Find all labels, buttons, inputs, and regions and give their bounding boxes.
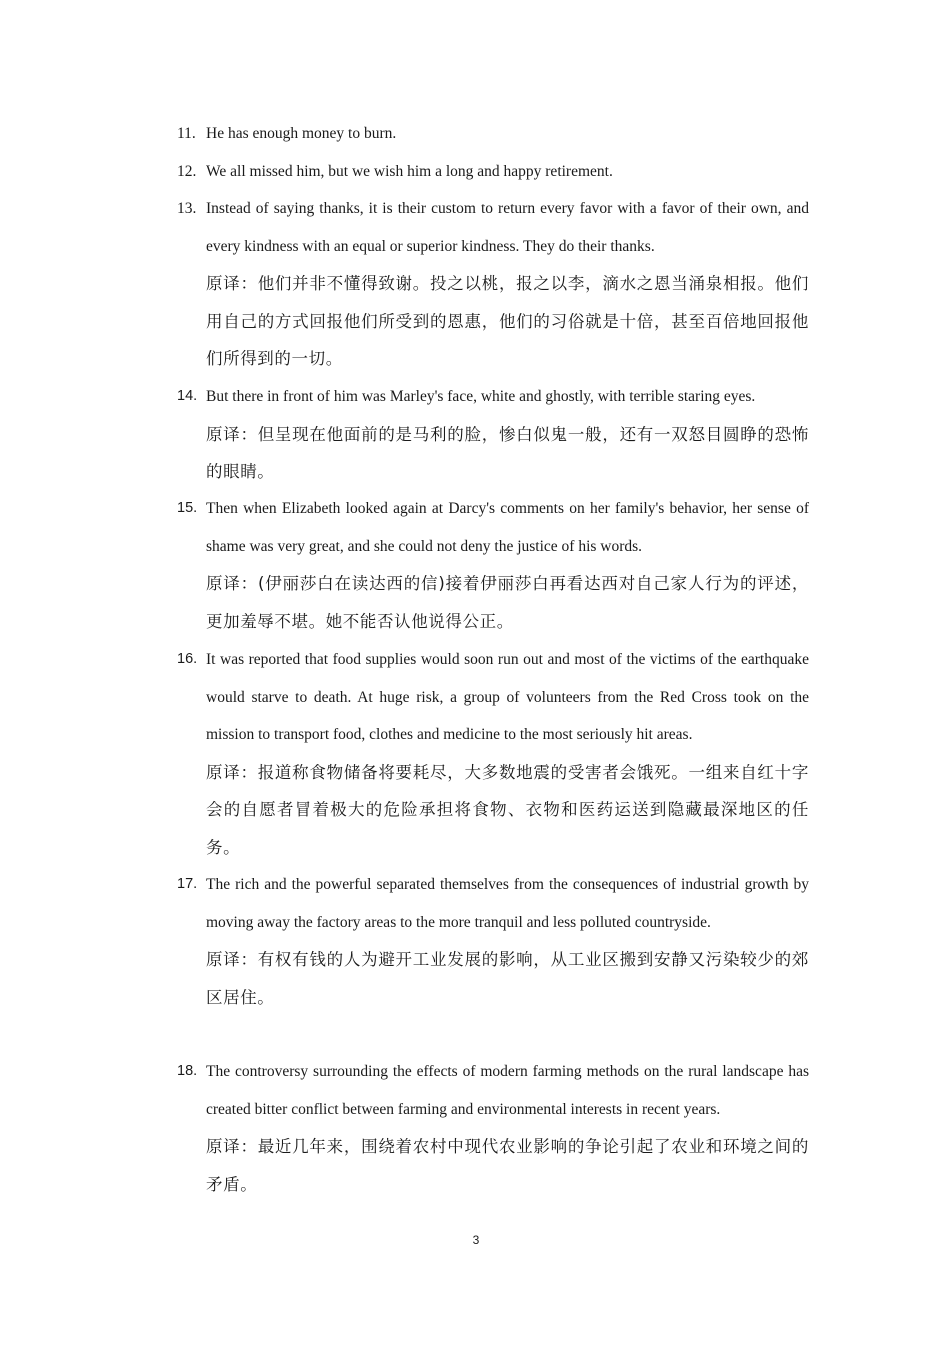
- original-translation: 原译：他们并非不懂得致谢。投之以桃，报之以李，滴水之恩当涌泉相报。他们用自己的方式回报他们所受到的恩惠，他们的习俗就是十倍，甚至百倍地回报他们所得到的一切。: [206, 274, 809, 368]
- original-translation: 原译：报道称食物储备将要耗尽，大多数地震的受害者会饿死。一组来自红十字会的自愿者冒着极大的危险承担将食物、衣物和医药运送到隐藏最深地区的任务。: [206, 762, 809, 857]
- original-translation: 原译：(伊丽莎白在读达西的信)接着伊丽莎白再看达西对自己家人行为的评述，更加羞辱不堪。她不能否认他说得公正。: [206, 574, 809, 631]
- original-translation: 原译：有权有钱的人为避开工业发展的影响，从工业区搬到安静又污染较少的郊区居住。: [206, 950, 809, 1007]
- english-sentence: He has enough money to burn.: [206, 125, 397, 142]
- list-item: [177, 641, 809, 866]
- english-sentence: Then when Elizabeth looked again at Darcy's comments on her family's behavior, her sense of shame was very great, and she could not deny the justice of his words.: [206, 500, 809, 555]
- english-sentence: The rich and the powerful separated themselves from the consequences of industrial growth by moving away the factory areas to the more tranquil and less polluted countryside.: [206, 876, 809, 931]
- english-sentence: But there in front of him was Marley's face, white and ghostly, with terrible staring eyes.: [206, 388, 756, 405]
- item-number: 11.: [177, 125, 196, 142]
- english-sentence: Instead of saying thanks, it is their custom to return every favor with a favor of their own, and every kindness with an equal or superior kindness. They do their thanks.: [206, 200, 809, 255]
- item-number: 17.: [177, 876, 198, 892]
- list-item: [177, 190, 809, 378]
- list-item: [177, 378, 809, 491]
- item-number: 13.: [177, 200, 197, 217]
- english-sentence: It was reported that food supplies would soon run out and most of the victims of the earthquake would starve to death. At huge risk, a group of volunteers from the Red Cross took on the mission to transport food, clothes and medicine to the most seriously hit areas.: [206, 651, 809, 743]
- original-translation: 原译：最近几年来，围绕着农村中现代农业影响的争论引起了农业和环境之间的矛盾。: [206, 1137, 809, 1194]
- item-number: 18.: [177, 1063, 198, 1079]
- list-item: [177, 115, 809, 153]
- item-number: 12.: [177, 163, 197, 180]
- list-item: [177, 866, 809, 1016]
- item-number: 16.: [177, 651, 198, 667]
- english-sentence: We all missed him, but we wish him a long and happy retirement.: [206, 163, 613, 180]
- english-sentence: The controversy surrounding the effects of modern farming methods on the rural landscape has created bitter conflict between farming and environmental interests in recent years.: [206, 1063, 809, 1118]
- page-number: 3: [472, 1233, 480, 1247]
- list-item: [177, 1053, 809, 1203]
- list-item: [177, 153, 809, 191]
- item-number: 15.: [177, 500, 198, 516]
- list-item: [177, 490, 809, 640]
- item-number: 14.: [177, 388, 198, 404]
- original-translation: 原译：但呈现在他面前的是马利的脸，惨白似鬼一般，还有一双怒目圆睁的恐怖的眼睛。: [206, 424, 809, 481]
